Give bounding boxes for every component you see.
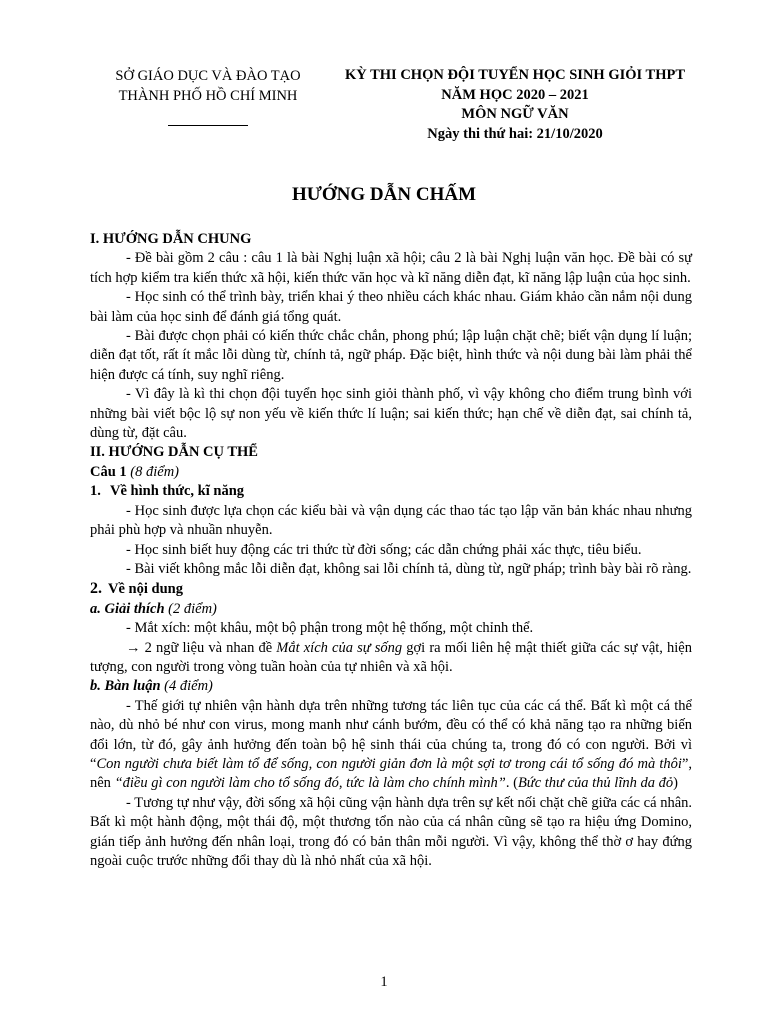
part-a-paragraph: - Mắt xích: một khâu, một bộ phận trong một hệ thống, một chỉnh thể. xyxy=(126,620,534,637)
subsection-2-title: Về nội dung xyxy=(108,581,183,598)
page-number: 1 xyxy=(380,974,388,990)
exam-date: Ngày thi thứ hai: 21/10/2020 xyxy=(427,125,603,142)
part-a-heading xyxy=(90,600,692,619)
part-a-label: a. Giải thích xyxy=(90,600,165,617)
part-b-label: b. Bàn luận xyxy=(90,678,161,695)
section-1-paragraph: - Vì đây là kì thi chọn đội tuyển học sinh giỏi thành phố, vì vậy không cho điểm trung bình với những bài viết bộc lộ sự non yếu về kiến thức lí luận; sai kiến thức; hạn chế về diễn đạt, sai chính tả, dùng từ, đặt câu. xyxy=(90,386,692,442)
issuer-block xyxy=(98,66,318,126)
part-b-text: - Thế giới tự nhiên vận hành dựa trên những tương tác liên tục của các cá thể. Bất kì một cá thể nào, dù nhỏ bé như con virus, mong manh như cánh bướm, đều có thể có khả năng tạo ra những biến đổi lớn, từ đó, gây ảnh hưởng đến toàn bộ hệ sinh thái của chúng ta, trong đó có con người. Bởi vì “ xyxy=(90,697,692,772)
subsection-1-title: Về hình thức, kĩ năng xyxy=(110,483,245,500)
exam-info-block xyxy=(320,66,710,144)
part-b-text: ”, nên xyxy=(90,755,692,792)
subsection-1-paragraph: - Học sinh biết huy động các tri thức từ đời sống; các dẫn chứng phải xác thực, tiêu biểu. xyxy=(126,541,642,558)
question-1-heading xyxy=(90,463,692,482)
document-body xyxy=(90,230,692,871)
work-title: Mắt xích của sự sống xyxy=(276,639,403,656)
quote-1: Con người chưa biết làm tổ để sống, con người giản đơn là một sợi tơ trong cái tổ sống đó mà thôi xyxy=(96,755,682,772)
question-1-points: (8 điểm) xyxy=(130,463,180,480)
subsection-2-heading xyxy=(90,579,692,599)
subsection-2-number: 2. xyxy=(90,580,102,598)
subject: MÔN NGỮ VĂN xyxy=(461,106,569,122)
section-1-paragraph: - Bài được chọn phải có kiến thức chắc chắn, phong phú; lập luận chặt chẽ; biết vận dụng lí luận; diễn đạt tốt, rất ít mắc lỗi dùng từ, chính tả, ngữ pháp. Đặc biệt, hình thức và nội dung bài làm phải thể hiện được cá tính, suy nghĩ riêng. xyxy=(90,328,692,383)
part-a-paragraph-2 xyxy=(90,639,692,678)
subsection-1-paragraph: - Bài viết không mắc lỗi diễn đạt, không sai lỗi chính tả, dùng từ, ngữ pháp; trình bày bài rõ ràng. xyxy=(126,560,692,577)
subsection-1-heading xyxy=(90,482,692,501)
section-2-heading: II. HƯỚNG DẪN CỤ THỂ xyxy=(90,444,258,461)
issuer-underline xyxy=(168,106,248,126)
section-1-heading: I. HƯỚNG DẪN CHUNG xyxy=(90,231,252,247)
subsection-1-paragraph: - Học sinh được lựa chọn các kiểu bài và vận dụng các thao tác tạo lập văn bản khác nhau nhưng phải phù hợp và nhuần nhuyễn. xyxy=(90,502,692,539)
section-1-paragraph: - Học sinh có thể trình bày, triển khai ý theo nhiều cách khác nhau. Giám khảo cần nắm nội dung bài làm của học sinh để đánh giá tổng quát. xyxy=(90,289,692,325)
document-title: HƯỚNG DẪN CHẤM xyxy=(292,184,476,205)
issuer-line-1: SỞ GIÁO DỤC VÀ ĐÀO TẠO xyxy=(115,68,301,84)
part-b-heading xyxy=(90,677,692,696)
part-b-text: . ( xyxy=(505,775,518,792)
part-a-points: (2 điểm) xyxy=(168,600,217,617)
subsection-1-number: 1. xyxy=(90,483,101,500)
school-year: NĂM HỌC 2020 – 2021 xyxy=(441,86,589,103)
part-b-paragraph: - Tương tự như vậy, đời sống xã hội cũng vận hành dựa trên sự kết nối chặt chẽ giữa các cá nhân. Bất kì một hành động, một thái độ, một thương tổn nào của cá nhân cũng sẽ tạo ra hiệu ứng Domino, gián tiếp ảnh hưởng đến nhân loại, trong đó có bản thân mỗi người. Vì vậy, không thể thờ ơ hay đứng ngoài cuộc trước những đổi thay dù là nhỏ nhất của xã hội. xyxy=(90,794,692,869)
part-a-text: 2 ngữ liệu và nhan đề xyxy=(140,639,277,656)
question-1-label: Câu 1 xyxy=(90,463,127,480)
arrow-icon: → xyxy=(126,639,141,656)
exam-name: KỲ THI CHỌN ĐỘI TUYỂN HỌC SINH GIỎI THPT xyxy=(344,67,685,83)
part-b-text: ) xyxy=(673,775,678,792)
part-b-points: (4 điểm) xyxy=(164,678,213,695)
issuer-line-2: THÀNH PHỐ HỒ CHÍ MINH xyxy=(118,88,298,104)
section-1-paragraph: - Đề bài gồm 2 câu : câu 1 là bài Nghị luận xã hội; câu 2 là bài Nghị luận văn học. Đề bài có sự tích hợp kiểm tra kiến thức xã hội, kiến thức văn học và kĩ năng diễn đạt, kĩ năng lập luận của học sinh. xyxy=(90,250,692,286)
quote-source: Bức thư của thủ lĩnh da đỏ xyxy=(517,775,674,792)
quote-2: “điều gì con người làm cho tổ sống đó, tức là làm cho chính mình” xyxy=(114,775,506,792)
part-a-text: gợi ra mối liên hệ mật thiết giữa các sự vật, hiện tượng, con người trong vòng tuần hoàn của tự nhiên và xã hội. xyxy=(90,639,692,675)
part-b-paragraph xyxy=(90,697,692,794)
